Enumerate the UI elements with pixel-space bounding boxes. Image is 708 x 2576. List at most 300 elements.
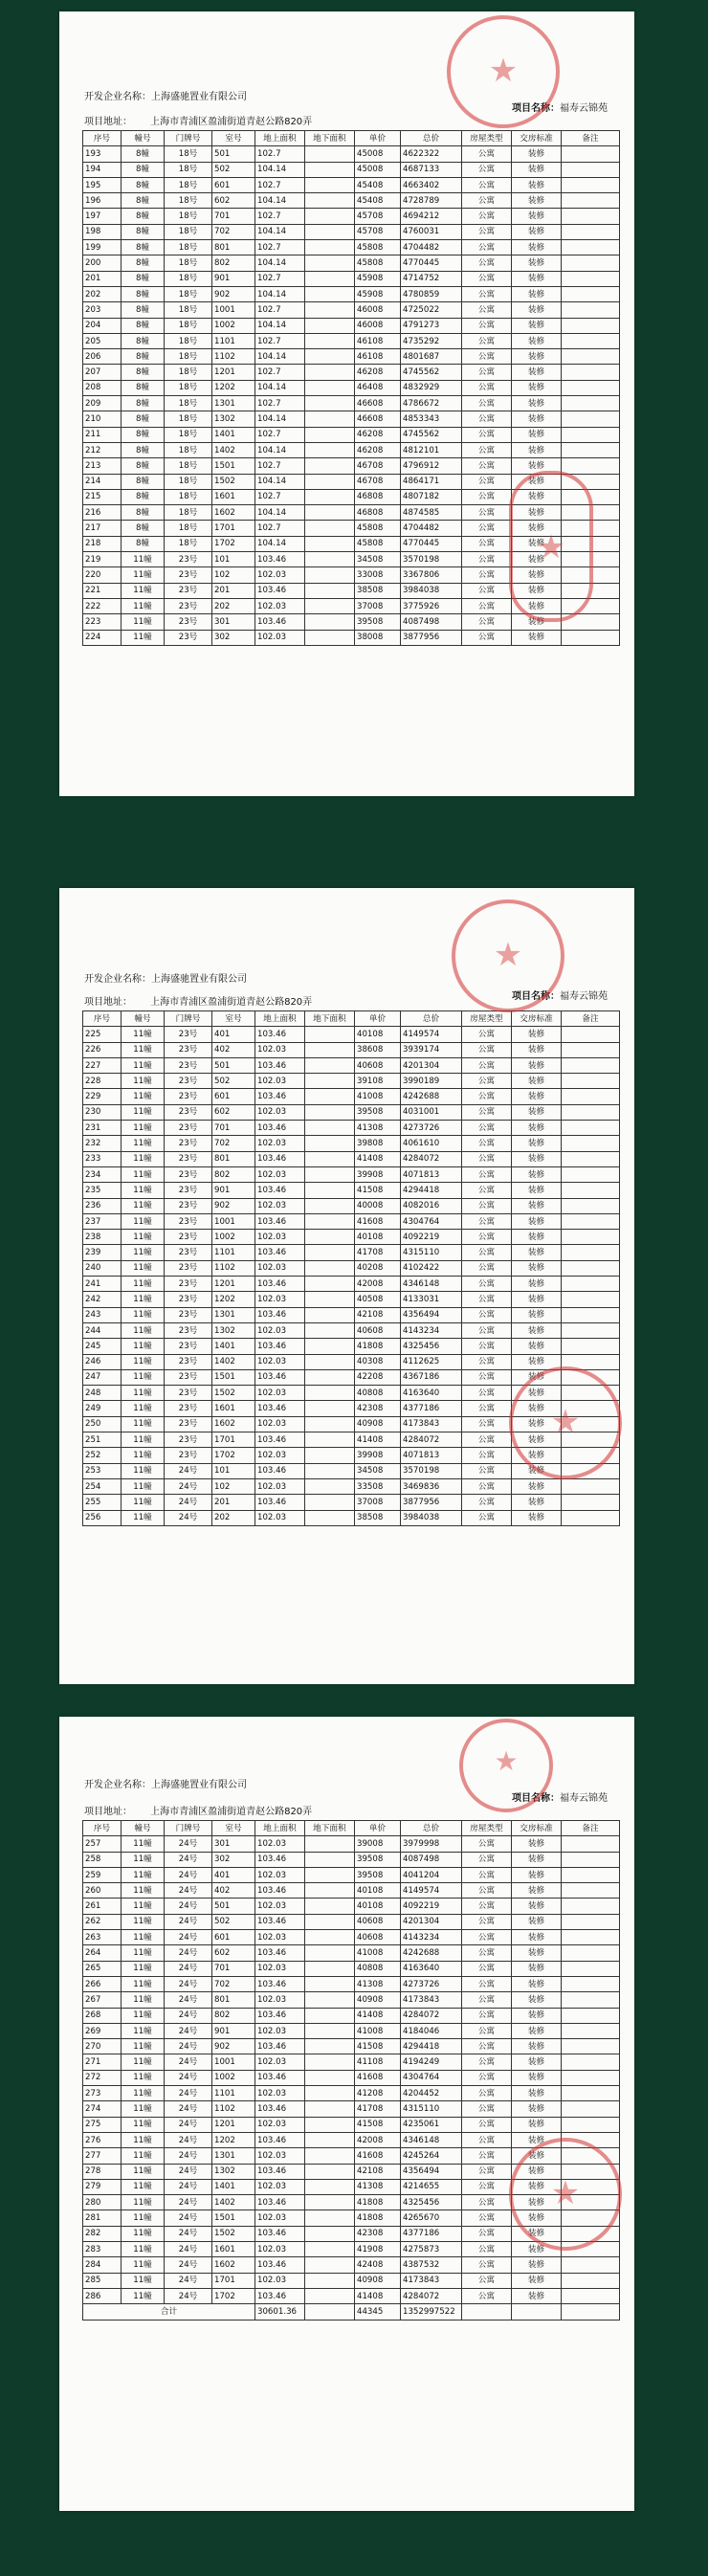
table-cell: 264 xyxy=(83,1945,122,1961)
table-cell: 266 xyxy=(83,1976,122,1991)
table-cell: 11幢 xyxy=(122,1401,165,1416)
table-cell: 公寓 xyxy=(462,1836,512,1852)
table-cell: 42108 xyxy=(355,1307,401,1322)
table-cell: 23号 xyxy=(165,567,212,583)
table-cell: 4087498 xyxy=(401,1852,462,1867)
table-cell: 41208 xyxy=(355,2086,401,2101)
table-cell: 11幢 xyxy=(122,1339,165,1354)
table-cell xyxy=(562,1121,620,1136)
table-cell: 209 xyxy=(83,396,122,411)
table-cell: 1402 xyxy=(212,2195,255,2210)
table-row xyxy=(83,1339,620,1354)
developer-label: 开发企业名称： xyxy=(84,1780,151,1790)
table-cell: 装修 xyxy=(512,489,562,504)
table-cell: 装修 xyxy=(512,1089,562,1104)
table-cell: 267 xyxy=(83,1992,122,2008)
table-cell: 8幢 xyxy=(122,536,165,551)
table-cell: 102.03 xyxy=(255,1930,305,1945)
table-cell: 230 xyxy=(83,1104,122,1120)
table-cell: 装修 xyxy=(512,552,562,567)
table-cell: 1602 xyxy=(212,2257,255,2273)
table-cell: 23号 xyxy=(165,614,212,630)
table-cell: 1302 xyxy=(212,411,255,427)
table-cell: 46008 xyxy=(355,302,401,318)
table-cell: 103.46 xyxy=(255,1151,305,1166)
table-cell xyxy=(305,614,355,630)
column-header: 室号 xyxy=(212,1011,255,1027)
table-cell: 39908 xyxy=(355,1166,401,1182)
table-cell xyxy=(562,146,620,162)
table-cell: 40308 xyxy=(355,1354,401,1369)
table-cell xyxy=(305,583,355,598)
table-cell: 公寓 xyxy=(462,1961,512,1976)
table-cell: 249 xyxy=(83,1401,122,1416)
table-cell xyxy=(305,1495,355,1510)
table-cell xyxy=(562,2054,620,2070)
table-cell: 1601 xyxy=(212,1401,255,1416)
table-cell: 公寓 xyxy=(462,1104,512,1120)
table-cell: 103.46 xyxy=(255,1401,305,1416)
table-cell: 4377186 xyxy=(401,1401,462,1416)
table-row xyxy=(83,1495,620,1510)
table-cell: 11幢 xyxy=(122,1151,165,1166)
column-header: 室号 xyxy=(212,131,255,146)
table-cell: 24号 xyxy=(165,2101,212,2117)
table-cell: 公寓 xyxy=(462,1230,512,1245)
table-cell xyxy=(562,1836,620,1852)
table-cell xyxy=(305,2070,355,2085)
table-cell xyxy=(562,1166,620,1182)
table-cell xyxy=(562,474,620,489)
table-cell: 102.7 xyxy=(255,177,305,192)
table-cell: 公寓 xyxy=(462,1448,512,1463)
table-row xyxy=(83,489,620,504)
table-cell xyxy=(462,2304,512,2320)
table-cell: 23号 xyxy=(165,1027,212,1042)
table-cell: 40608 xyxy=(355,1930,401,1945)
table-cell: 45908 xyxy=(355,271,401,286)
table-cell: 1201 xyxy=(212,1277,255,1292)
column-header: 地下面积 xyxy=(305,1011,355,1027)
table-cell: 601 xyxy=(212,1089,255,1104)
table-cell: 103.46 xyxy=(255,1183,305,1198)
table-cell xyxy=(305,1230,355,1245)
table-row xyxy=(83,2148,620,2164)
table-cell: 11幢 xyxy=(122,2023,165,2038)
table-cell: 1501 xyxy=(212,2210,255,2226)
table-cell: 装修 xyxy=(512,1057,562,1073)
table-cell: 11幢 xyxy=(122,2070,165,2085)
table-cell: 103.46 xyxy=(255,1432,305,1448)
table-row xyxy=(83,630,620,645)
table-cell: 11幢 xyxy=(122,1836,165,1852)
table-cell: 装修 xyxy=(512,2023,562,2038)
table-cell: 46608 xyxy=(355,396,401,411)
table-cell: 202 xyxy=(83,286,122,301)
table-row xyxy=(83,583,620,598)
table-cell: 104.14 xyxy=(255,162,305,177)
table-row xyxy=(83,552,620,567)
table-cell: 243 xyxy=(83,1307,122,1322)
table-cell: 18号 xyxy=(165,286,212,301)
table-cell: 502 xyxy=(212,1914,255,1929)
table-cell: 4796912 xyxy=(401,458,462,474)
table-cell: 24号 xyxy=(165,2148,212,2164)
table-cell xyxy=(562,583,620,598)
table-cell: 4235061 xyxy=(401,2117,462,2132)
table-cell: 33008 xyxy=(355,567,401,583)
table-cell: 4041204 xyxy=(401,1867,462,1882)
table-cell: 18号 xyxy=(165,411,212,427)
table-row xyxy=(83,146,620,162)
table-row xyxy=(83,1166,620,1182)
table-cell: 102.7 xyxy=(255,396,305,411)
table-row xyxy=(83,1089,620,1104)
table-cell xyxy=(305,2210,355,2226)
table-row xyxy=(83,1867,620,1882)
table-cell: 103.46 xyxy=(255,1245,305,1260)
table-cell: 40108 xyxy=(355,1899,401,1914)
table-cell: 18号 xyxy=(165,365,212,380)
table-cell xyxy=(562,1478,620,1494)
table-cell: 装修 xyxy=(512,536,562,551)
table-cell: 283 xyxy=(83,2242,122,2257)
table-row xyxy=(83,365,620,380)
table-cell xyxy=(305,1899,355,1914)
table-cell xyxy=(562,458,620,474)
table-cell: 8幢 xyxy=(122,365,165,380)
table-cell: 222 xyxy=(83,598,122,613)
table-cell: 8幢 xyxy=(122,442,165,457)
table-cell: 装修 xyxy=(512,1230,562,1245)
table-cell: 公寓 xyxy=(462,2101,512,2117)
column-header: 门牌号 xyxy=(165,131,212,146)
table-cell: 公寓 xyxy=(462,536,512,551)
table-cell: 101 xyxy=(212,552,255,567)
table-cell: 装修 xyxy=(512,1198,562,1213)
table-row xyxy=(83,1369,620,1385)
table-cell: 8幢 xyxy=(122,411,165,427)
table-cell xyxy=(562,1945,620,1961)
table-cell: 装修 xyxy=(512,1277,562,1292)
table-cell xyxy=(562,1852,620,1867)
table-cell xyxy=(562,536,620,551)
table-cell xyxy=(305,2164,355,2179)
table-cell: 公寓 xyxy=(462,2288,512,2303)
table-cell: 4346148 xyxy=(401,2132,462,2147)
table-cell: 102.03 xyxy=(255,2086,305,2101)
table-cell: 275 xyxy=(83,2117,122,2132)
table-cell: 102.7 xyxy=(255,240,305,255)
table-cell: 1301 xyxy=(212,396,255,411)
table-cell: 4194249 xyxy=(401,2054,462,2070)
table-cell: 221 xyxy=(83,583,122,598)
table-cell xyxy=(562,489,620,504)
table-cell: 装修 xyxy=(512,2070,562,2085)
table-cell: 102.03 xyxy=(255,1042,305,1057)
column-header: 地下面积 xyxy=(305,1821,355,1836)
address-text: 上海市青浦区盈浦街道青赵公路820弄 xyxy=(150,117,313,127)
table-cell: 23号 xyxy=(165,1121,212,1136)
table-cell: 11幢 xyxy=(122,1478,165,1494)
table-row xyxy=(83,2210,620,2226)
table-cell: 40208 xyxy=(355,1260,401,1276)
table-cell: 23号 xyxy=(165,1042,212,1057)
table-cell: 18号 xyxy=(165,162,212,177)
table-cell: 1401 xyxy=(212,427,255,442)
table-cell: 4143234 xyxy=(401,1322,462,1338)
table-cell: 1101 xyxy=(212,1245,255,1260)
table-row xyxy=(83,1074,620,1089)
table-cell: 102.03 xyxy=(255,1386,305,1401)
table-cell: 273 xyxy=(83,2086,122,2101)
table-cell: 103.46 xyxy=(255,2164,305,2179)
table-cell: 104.14 xyxy=(255,349,305,365)
table-cell: 8幢 xyxy=(122,333,165,348)
table-cell: 103.46 xyxy=(255,1027,305,1042)
table-cell: 8幢 xyxy=(122,318,165,333)
table-cell: 102.03 xyxy=(255,1260,305,1276)
table-cell: 103.46 xyxy=(255,2039,305,2054)
table-cell: 24号 xyxy=(165,2023,212,2038)
table-cell: 4745562 xyxy=(401,365,462,380)
table-cell: 8幢 xyxy=(122,162,165,177)
table-cell: 装修 xyxy=(512,240,562,255)
table-cell: 装修 xyxy=(512,1074,562,1089)
table-cell: 40508 xyxy=(355,1292,401,1307)
table-cell: 103.46 xyxy=(255,1121,305,1136)
table-cell: 4294418 xyxy=(401,1183,462,1198)
table-cell xyxy=(305,209,355,224)
table-cell: 223 xyxy=(83,614,122,630)
table-cell: 公寓 xyxy=(462,1339,512,1354)
column-header: 幢号 xyxy=(122,131,165,146)
table-row xyxy=(83,505,620,521)
table-row xyxy=(83,1416,620,1432)
table-cell: 24号 xyxy=(165,2008,212,2023)
table-cell: 41408 xyxy=(355,2008,401,2023)
table-cell: 103.46 xyxy=(255,2257,305,2273)
table-cell xyxy=(305,2101,355,2117)
table-cell: 23号 xyxy=(165,1354,212,1369)
table-cell: 18号 xyxy=(165,380,212,395)
table-cell: 公寓 xyxy=(462,2070,512,2085)
table-cell: 40808 xyxy=(355,1386,401,1401)
table-cell: 270 xyxy=(83,2039,122,2054)
table-cell: 11幢 xyxy=(122,2164,165,2179)
table-cell: 701 xyxy=(212,1121,255,1136)
table-row xyxy=(83,224,620,239)
table-row xyxy=(83,1883,620,1899)
table-cell: 4071813 xyxy=(401,1448,462,1463)
table-cell: 公寓 xyxy=(462,2054,512,2070)
table-cell: 23号 xyxy=(165,1369,212,1385)
table-row xyxy=(83,1057,620,1073)
table-cell: 1402 xyxy=(212,1354,255,1369)
table-cell: 257 xyxy=(83,1836,122,1852)
table-cell: 40908 xyxy=(355,1992,401,2008)
table-cell: 103.46 xyxy=(255,2195,305,2210)
table-cell: 1502 xyxy=(212,1386,255,1401)
table-cell xyxy=(305,2304,355,2320)
table-cell: 103.46 xyxy=(255,2101,305,2117)
table-row xyxy=(83,2164,620,2179)
table-cell: 102.7 xyxy=(255,333,305,348)
table-cell xyxy=(305,1292,355,1307)
table-cell: 103.46 xyxy=(255,1307,305,1322)
table-cell: 46408 xyxy=(355,380,401,395)
table-cell: 装修 xyxy=(512,1416,562,1432)
table-cell: 8幢 xyxy=(122,209,165,224)
table-row xyxy=(83,1899,620,1914)
table-cell: 1202 xyxy=(212,2132,255,2147)
table-cell: 24号 xyxy=(165,2070,212,2085)
table-cell: 3990189 xyxy=(401,1074,462,1089)
table-cell: 公寓 xyxy=(462,1883,512,1899)
table-cell: 4770445 xyxy=(401,255,462,271)
table-cell: 45808 xyxy=(355,240,401,255)
document-page-2 xyxy=(59,888,634,1684)
table-cell: 装修 xyxy=(512,2226,562,2241)
table-cell: 装修 xyxy=(512,2039,562,2054)
table-cell: 公寓 xyxy=(462,489,512,504)
table-cell: 公寓 xyxy=(462,411,512,427)
table-cell xyxy=(562,1245,620,1260)
table-cell: 11幢 xyxy=(122,1899,165,1914)
table-cell: 公寓 xyxy=(462,2195,512,2210)
table-cell: 3939174 xyxy=(401,1042,462,1057)
table-cell: 23号 xyxy=(165,1166,212,1182)
table-cell: 41608 xyxy=(355,2148,401,2164)
table-cell: 45408 xyxy=(355,177,401,192)
table-cell: 41008 xyxy=(355,2023,401,2038)
table-cell xyxy=(562,1992,620,2008)
table-row xyxy=(83,1930,620,1945)
table-cell xyxy=(305,2148,355,2164)
table-cell: 103.46 xyxy=(255,1883,305,1899)
table-cell: 1301 xyxy=(212,2148,255,2164)
table-cell: 24号 xyxy=(165,1836,212,1852)
table-cell: 195 xyxy=(83,177,122,192)
table-cell: 装修 xyxy=(512,2086,562,2101)
table-cell xyxy=(562,224,620,239)
table-cell: 1502 xyxy=(212,2226,255,2241)
table-cell xyxy=(562,193,620,209)
table-cell: 公寓 xyxy=(462,2210,512,2226)
table-cell: 装修 xyxy=(512,630,562,645)
table-cell: 1702 xyxy=(212,1448,255,1463)
table-cell xyxy=(562,2039,620,2054)
table-cell: 8幢 xyxy=(122,302,165,318)
table-cell xyxy=(562,614,620,630)
table-cell: 220 xyxy=(83,567,122,583)
table-cell: 公寓 xyxy=(462,583,512,598)
table-cell: 104.14 xyxy=(255,411,305,427)
table-cell xyxy=(562,1277,620,1292)
table-cell: 33508 xyxy=(355,1478,401,1494)
table-cell: 8幢 xyxy=(122,489,165,504)
table-cell: 102.7 xyxy=(255,365,305,380)
table-cell: 公寓 xyxy=(462,286,512,301)
table-cell xyxy=(562,333,620,348)
table-cell: 公寓 xyxy=(462,240,512,255)
table-row xyxy=(83,380,620,395)
table-cell: 18号 xyxy=(165,505,212,521)
table-cell: 102.03 xyxy=(255,1104,305,1120)
table-cell xyxy=(305,146,355,162)
table-cell xyxy=(562,1914,620,1929)
table-cell xyxy=(562,1074,620,1089)
table-row xyxy=(83,1852,620,1867)
table-cell: 公寓 xyxy=(462,1166,512,1182)
table-cell: 8幢 xyxy=(122,146,165,162)
table-row xyxy=(83,598,620,613)
table-cell xyxy=(305,318,355,333)
table-cell xyxy=(305,521,355,536)
developer-label: 开发企业名称： xyxy=(84,974,151,985)
table-row xyxy=(83,1914,620,1929)
table-cell: 40808 xyxy=(355,1961,401,1976)
table-cell: 公寓 xyxy=(462,349,512,365)
table-cell: 装修 xyxy=(512,474,562,489)
table-cell: 18号 xyxy=(165,302,212,318)
column-header: 单价 xyxy=(355,1821,401,1836)
developer-line xyxy=(84,88,247,102)
table-cell: 4184046 xyxy=(401,2023,462,2038)
table-cell: 34508 xyxy=(355,552,401,567)
table-cell: 装修 xyxy=(512,318,562,333)
table-cell: 11幢 xyxy=(122,614,165,630)
table-row xyxy=(83,2086,620,2101)
table-cell: 公寓 xyxy=(462,2086,512,2101)
table-cell xyxy=(305,2086,355,2101)
table-cell: 公寓 xyxy=(462,1432,512,1448)
table-cell: 232 xyxy=(83,1136,122,1151)
table-cell xyxy=(562,2179,620,2194)
table-cell: 装修 xyxy=(512,1463,562,1478)
table-row xyxy=(83,427,620,442)
table-row xyxy=(83,240,620,255)
table-cell: 3570198 xyxy=(401,1463,462,1478)
table-cell: 1501 xyxy=(212,458,255,474)
developer-name: 上海盛驰置业有限公司 xyxy=(151,1780,247,1790)
table-cell: 1701 xyxy=(212,1432,255,1448)
table-cell: 39808 xyxy=(355,1136,401,1151)
table-cell: 45008 xyxy=(355,146,401,162)
address-label: 项目地址： xyxy=(84,997,132,1008)
table-row xyxy=(83,1307,620,1322)
table-cell: 502 xyxy=(212,162,255,177)
table-cell: 11幢 xyxy=(122,1245,165,1260)
table-cell xyxy=(305,1042,355,1057)
table-cell: 公寓 xyxy=(462,224,512,239)
table-cell: 45408 xyxy=(355,193,401,209)
table-cell xyxy=(562,380,620,395)
table-cell: 11幢 xyxy=(122,1213,165,1229)
table-cell: 250 xyxy=(83,1416,122,1432)
table-cell xyxy=(305,1914,355,1929)
table-row xyxy=(83,1463,620,1478)
column-header: 交房标准 xyxy=(512,131,562,146)
table-cell: 104.14 xyxy=(255,380,305,395)
table-cell xyxy=(305,1027,355,1042)
table-cell: 1002 xyxy=(212,2070,255,2085)
table-cell: 229 xyxy=(83,1089,122,1104)
table-cell: 46608 xyxy=(355,411,401,427)
table-row xyxy=(83,209,620,224)
table-cell xyxy=(562,365,620,380)
table-cell: 装修 xyxy=(512,458,562,474)
